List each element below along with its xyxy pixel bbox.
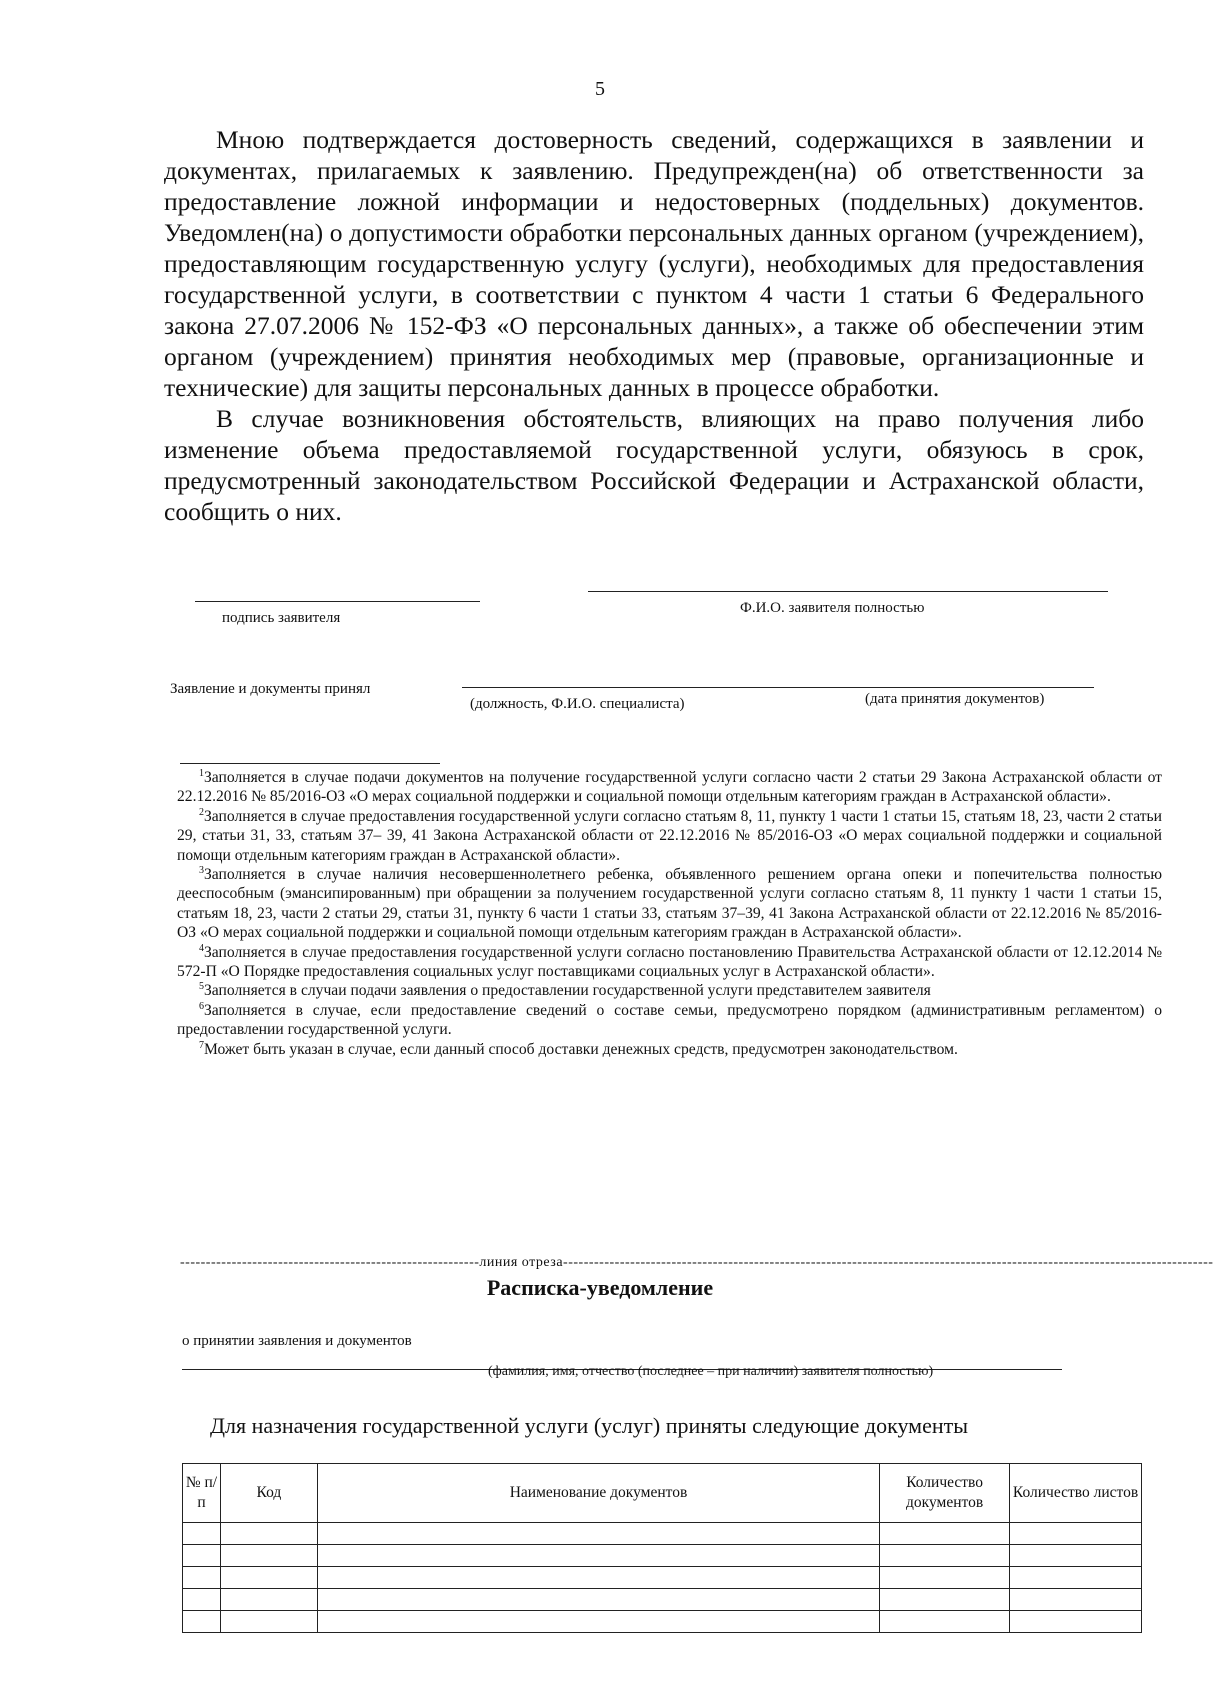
footnote-separator [180, 763, 440, 764]
cell-num[interactable] [183, 1567, 221, 1589]
cut-line: ----------------------------------------------------------линия отреза------------------------------------------------------------------------------------------------------------------------------ [180, 1255, 1213, 1270]
cell-doc-count[interactable] [880, 1589, 1010, 1611]
cell-code[interactable] [220, 1545, 317, 1567]
header-num: № п/п [183, 1464, 221, 1523]
table-row [183, 1523, 1142, 1545]
footnote-item: $^5$Заполняется в случаи подачи заявления о предоставлении государственной услуги представителем заявителя [199, 981, 931, 1000]
cell-sheet-count[interactable] [1010, 1545, 1142, 1567]
header-doc-name: Наименование документов [317, 1464, 879, 1523]
cell-num[interactable] [183, 1611, 221, 1633]
cell-sheet-count[interactable] [1010, 1567, 1142, 1589]
specialist-caption: (должность, Ф.И.О. специалиста) [470, 696, 685, 712]
cell-code[interactable] [220, 1523, 317, 1545]
cell-doc-name[interactable] [317, 1611, 879, 1633]
cell-num[interactable] [183, 1589, 221, 1611]
accepted-by-label: Заявление и документы принял [170, 681, 371, 697]
cell-doc-count[interactable] [880, 1523, 1010, 1545]
acceptance-label: о принятии заявления и документов [182, 1333, 412, 1349]
specialist-line [462, 687, 1094, 688]
footnotes [177, 768, 1162, 1059]
cell-code[interactable] [220, 1589, 317, 1611]
applicant-name-line [588, 591, 1108, 592]
applicant-name-caption: Ф.И.О. заявителя полностью [740, 600, 925, 616]
header-code: Код [220, 1464, 317, 1523]
footnote-item: $^3$Заполняется в случае наличия несовершеннолетнего ребенка, объявленного решением органа опеки и попечительства полностью дееспособным (эмансипированным) при обращении за получением государственной услуги согласно статьям 8, 11 пункту 1 части 1 статьи 15, статьям 18, 23, части 2 статьи 29, статьи 31, пункту 6 части 1 статьи 33, статьям 37–39, 41 Закона Астраханской области от 22.12.2016 № 85/2016-ОЗ «О мерах социальной поддержки и социальной помощи отдельным категориям граждан в Астраханской области». [177, 864, 1162, 942]
signature-caption: подпись заявителя [222, 610, 341, 626]
footnote-item: $^7$Может быть указан в случае, если данный способ доставки денежных средств, предусмотрен законодательством. [199, 1039, 958, 1058]
cell-doc-name[interactable] [317, 1523, 879, 1545]
documents-table [182, 1463, 1142, 1633]
table-row [183, 1611, 1142, 1633]
header-sheet-count: Количество листов [1010, 1464, 1142, 1523]
cell-sheet-count[interactable] [1010, 1611, 1142, 1633]
paragraph-consent: Мною подтверждается достоверность сведений, содержащихся в заявлении и документах, прилагаемых к заявлению. Предупрежден(на) об ответственности за предоставление ложной информации и недостоверных (поддельных) документов. Уведомлен(на) о допустимости обработки персональных данных органом (учреждением), предоставляющим государственную услугу (услуги), необходимых для предоставления государственной услуги, в соответствии с пунктом 4 части 1 статьи 6 Федерального закона 27.07.2006 № 152-ФЗ «О персональных данных», а также об обеспечении этим органом (учреждением) принятия необходимых мер (правовые, организационные и технические) для защиты персональных данных в процессе обработки. [164, 125, 1144, 402]
cut-line-label: линия отреза [479, 1255, 564, 1270]
cell-doc-name[interactable] [317, 1589, 879, 1611]
cell-code[interactable] [220, 1611, 317, 1633]
footnote-item: $^4$Заполняется в случае предоставления государственной услуги согласно постановлению Правительства Астраханской области от 12.12.2014 № 572-П «О Порядке предоставления социальных услуг поставщиками социальных услуг в Астраханской области». [177, 942, 1162, 981]
consent-text [164, 124, 1144, 527]
receipt-title: Расписка-уведомление [486, 1275, 714, 1300]
cell-doc-count[interactable] [880, 1611, 1010, 1633]
cell-sheet-count[interactable] [1010, 1589, 1142, 1611]
table-header-row [183, 1464, 1142, 1523]
cell-num[interactable] [183, 1545, 221, 1567]
applicant-fullname-caption: (фамилия, имя, отчество (последнее – при наличии) заявителя полностью) [488, 1364, 934, 1379]
cell-sheet-count[interactable] [1010, 1523, 1142, 1545]
table-row [183, 1567, 1142, 1589]
cell-code[interactable] [220, 1567, 317, 1589]
cell-doc-count[interactable] [880, 1545, 1010, 1567]
footnote-item: $^2$Заполняется в случае предоставления государственной услуги согласно статьям 8, 11, пункту 1 части 1 статьи 15, статьям 18, 23, части 2 статьи 29, статьи 31, 33, статьям 37– 39, 41 Закона Астраханской области от 22.12.2016 № 85/2016-ОЗ «О мерах социальной поддержки и социальной помощи отдельным категориям граждан в Астраханской области». [177, 806, 1162, 864]
paragraph-obligation: В случае возникновения обстоятельств, влияющих на право получения либо изменение объема предоставляемой государственной услуги, обязуюсь в срок, предусмотренный законодательством Российской Федерации и Астраханской области, сообщить о них. [164, 404, 1144, 526]
cell-doc-count[interactable] [880, 1567, 1010, 1589]
cell-num[interactable] [183, 1523, 221, 1545]
header-doc-count: Количество документов [880, 1464, 1010, 1523]
documents-heading: Для назначения государственной услуги (услуг) приняты следующие документы [210, 1413, 969, 1438]
footnote-item: $^1$Заполняется в случае подачи документов на получение государственной услуги согласно части 2 статьи 29 Закона Астраханской области от 22.12.2016 № 85/2016-ОЗ «О мерах социальной поддержки и социальной помощи отдельным категориям граждан в Астраханской области». [177, 767, 1162, 806]
cell-doc-name[interactable] [317, 1545, 879, 1567]
footnote-item: $^6$Заполняется в случае, если предоставление сведений о составе семьи, предусмотрено порядком (административным регламентом) о предоставлении государственной услуги. [177, 1000, 1162, 1039]
table-row [183, 1589, 1142, 1611]
table-row [183, 1545, 1142, 1567]
cell-doc-name[interactable] [317, 1567, 879, 1589]
page-number: 5 [595, 78, 605, 100]
signature-line [195, 601, 480, 602]
date-caption: (дата принятия документов) [865, 691, 1045, 707]
